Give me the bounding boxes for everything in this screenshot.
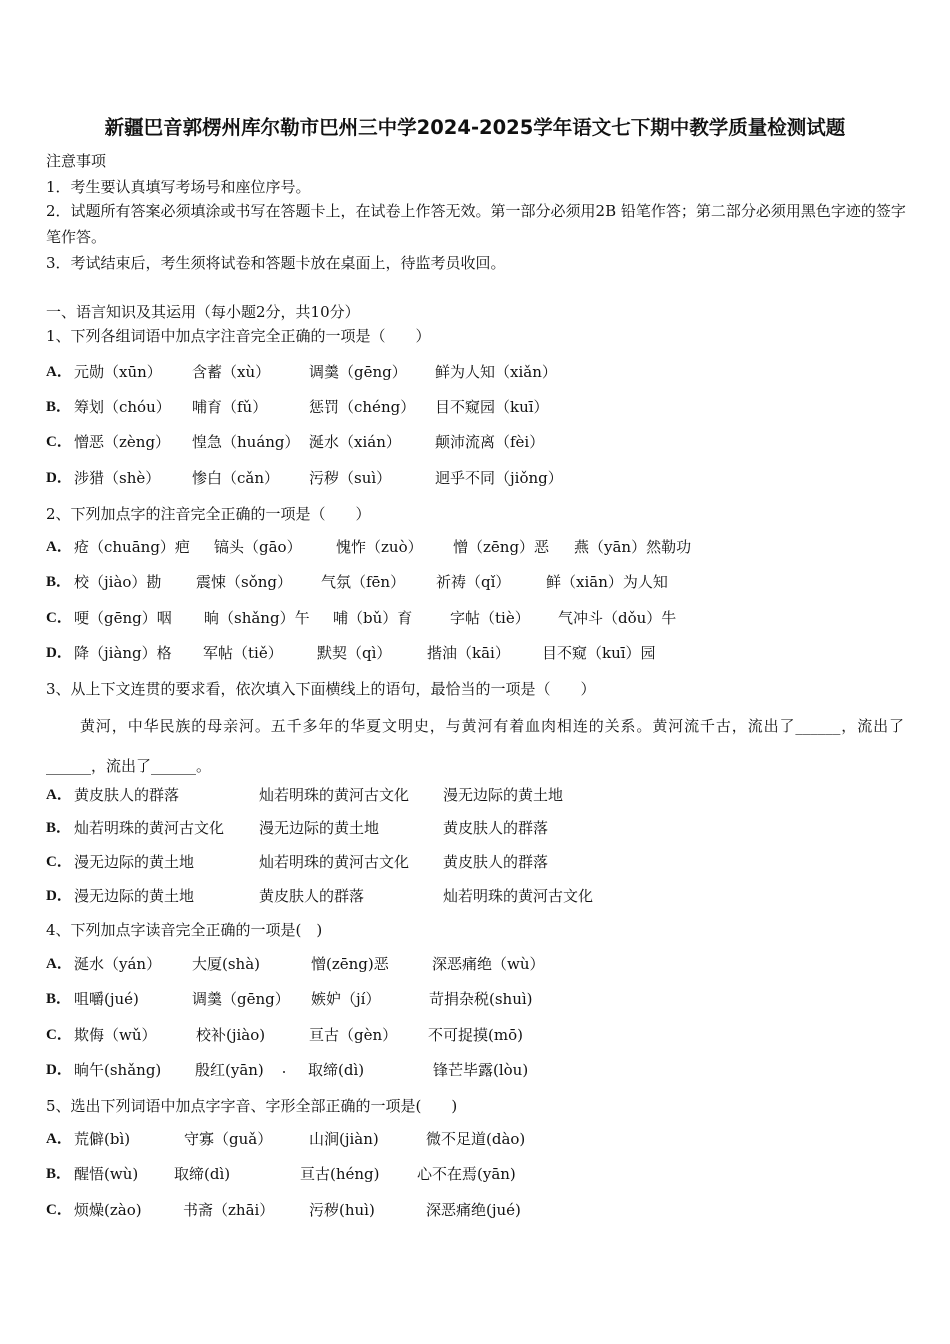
option-item: 漫无边际的黄土地	[74, 853, 195, 871]
option-item: 取缔(dì)	[174, 1165, 231, 1183]
option-letter: B．	[46, 991, 72, 1007]
option-item: 书斋（zhāi）	[183, 1201, 275, 1219]
option-item: 涎水（xián）	[309, 433, 401, 451]
option-letter: C．	[46, 1027, 72, 1043]
section-heading: 一、语言知识及其运用（每小题2分，共10分）	[46, 303, 360, 321]
option-item: 涉猎（shè）	[74, 469, 161, 487]
option-item: 深恶痛绝(jué)	[426, 1201, 521, 1219]
option-item: 惩罚（chéng）	[309, 398, 416, 416]
option-item: 晌午(shǎng)	[74, 1061, 162, 1079]
option-item: 烦燥(zào)	[74, 1201, 142, 1219]
option-item: 疮（chuāng）疤	[74, 538, 190, 556]
option-item: 哽（gēng）咽	[74, 609, 172, 627]
option-item: 鲜为人知（xiǎn）	[435, 363, 557, 381]
option-item: 黄皮肤人的群落	[443, 819, 549, 837]
option-item: 调羹（gēng）	[192, 990, 290, 1008]
option-letter: A．	[46, 787, 72, 803]
option-item: 鲜（xiān）为人知	[546, 573, 668, 591]
option-item: 黄皮肤人的群落	[259, 887, 365, 905]
question-stem: 3、从上下文连贯的要求看，依次填入下面横线上的语句，最恰当的一项是（ ）	[46, 680, 596, 698]
option-item: 默契（qì）	[317, 644, 392, 662]
option-item: 锋芒毕露(lòu)	[433, 1061, 529, 1079]
option-item: 大厦(shà)	[192, 955, 261, 973]
question-stem: 4、下列加点字读音完全正确的一项是( )	[46, 921, 323, 939]
option-letter: C．	[46, 434, 72, 450]
option-letter: B．	[46, 1166, 72, 1182]
option-item: 揩油（kāi）	[427, 644, 510, 662]
option-item: 震悚（sǒng）	[196, 573, 292, 591]
option-letter: D．	[46, 888, 72, 904]
option-item: 不可捉摸(mō)	[428, 1026, 523, 1044]
option-item: 气氛（fēn）	[321, 573, 406, 591]
option-item: 惶急（huáng）	[192, 433, 300, 451]
option-item: 哺（bǔ）育	[333, 609, 413, 627]
option-item: 黄皮肤人的群落	[443, 853, 549, 871]
option-item: 心不在焉(yān)	[417, 1165, 516, 1183]
option-item: 调羹（gēng）	[309, 363, 407, 381]
option-item: 哺育（fǔ）	[192, 398, 268, 416]
option-item: 咀嚼(jué)	[74, 990, 139, 1008]
option-item: 愧怍（zuò）	[336, 538, 423, 556]
option-letter: A．	[46, 539, 72, 555]
option-item: 镐头（gāo）	[214, 538, 302, 556]
notice-item: 1．考生要认真填写考场号和座位序号。	[46, 178, 311, 196]
option-item: 迥乎不同（jiǒng）	[435, 469, 563, 487]
option-letter: B．	[46, 574, 72, 590]
option-item: 深恶痛绝（wù）	[432, 955, 545, 973]
option-letter: C．	[46, 610, 72, 626]
option-item: 祈祷（qǐ）	[436, 573, 511, 591]
option-item: 气冲斗（dǒu）牛	[558, 609, 677, 627]
option-item: 欺侮（wǔ）	[74, 1026, 157, 1044]
option-item: 元勋（xūn）	[74, 363, 162, 381]
stray-dot	[283, 1071, 285, 1073]
option-item: 漫无边际的黄土地	[74, 887, 195, 905]
option-item: 憎(zēng)恶	[311, 955, 389, 973]
option-item: 漫无边际的黄土地	[443, 786, 564, 804]
question-stem: 5、选出下列词语中加点字字音、字形全部正确的一项是( )	[46, 1097, 458, 1115]
option-item: 晌（shǎng）午	[204, 609, 310, 627]
option-item: 山涧(jiàn)	[309, 1130, 379, 1148]
option-item: 涎水（yán）	[74, 955, 162, 973]
page-title: 新疆巴音郭楞州库尔勒市巴州三中学2024-2025学年语文七下期中教学质量检测试题	[104, 116, 846, 139]
option-item: 亘古（gèn）	[309, 1026, 398, 1044]
option-item: 亘古(héng)	[300, 1165, 380, 1183]
option-item: 殷红(yān)	[195, 1061, 264, 1079]
option-item: 筹划（chóu）	[74, 398, 171, 416]
option-item: 校（jiào）勘	[74, 573, 162, 591]
option-item: 灿若明珠的黄河古文化	[74, 819, 225, 837]
question-stem: 2、下列加点字的注音完全正确的一项是（ ）	[46, 505, 371, 523]
option-item: 灿若明珠的黄河古文化	[443, 887, 594, 905]
option-item: 漫无边际的黄土地	[259, 819, 380, 837]
option-letter: D．	[46, 1062, 72, 1078]
notice-item: 3．考试结束后，考生须将试卷和答题卡放在桌面上，待监考员收回。	[46, 254, 506, 272]
option-item: 憎（zēng）恶	[453, 538, 550, 556]
option-item: 苛捐杂税(shuì)	[429, 990, 533, 1008]
option-item: 黄皮肤人的群落	[74, 786, 180, 804]
option-item: 污秽(huì)	[309, 1201, 375, 1219]
option-item: 取缔(dì)	[308, 1061, 365, 1079]
option-letter: A．	[46, 1131, 72, 1147]
option-item: 燕（yān）然勒功	[574, 538, 692, 556]
option-letter: D．	[46, 645, 72, 661]
option-item: 字帖（tiè）	[450, 609, 530, 627]
option-item: 守寡（guǎ）	[184, 1130, 273, 1148]
option-letter: A．	[46, 364, 72, 380]
option-letter: A．	[46, 956, 72, 972]
option-letter: C．	[46, 1202, 72, 1218]
option-item: 污秽（suì）	[309, 469, 392, 487]
option-item: 醒悟(wù)	[74, 1165, 139, 1183]
option-item: 灿若明珠的黄河古文化	[259, 853, 410, 871]
option-letter: C．	[46, 854, 72, 870]
option-item: 惨白（cǎn）	[192, 469, 280, 487]
notice-heading: 注意事项	[46, 152, 107, 170]
option-item: 含蓄（xù）	[192, 363, 271, 381]
option-letter: B．	[46, 820, 72, 836]
option-item: 目不窥（kuī）园	[542, 644, 656, 662]
question-passage: 黄河，中华民族的母亲河。五千多年的华夏文明史，与黄河有着血肉相连的关系。黄河流千古，流出了______，流出了______，流出了______。	[46, 717, 904, 775]
option-item: 嫉妒（jí）	[311, 990, 381, 1008]
option-item: 目不窥园（kuī）	[435, 398, 549, 416]
option-item: 军帖（tiě）	[203, 644, 283, 662]
option-item: 憎恶（zèng）	[74, 433, 171, 451]
option-letter: D．	[46, 470, 72, 486]
option-item: 校补(jiào)	[196, 1026, 266, 1044]
option-letter: B．	[46, 399, 72, 415]
option-item: 降（jiàng）格	[74, 644, 172, 662]
option-item: 微不足道(dào)	[426, 1130, 526, 1148]
option-item: 颠沛流离（fèi）	[435, 433, 545, 451]
option-item: 灿若明珠的黄河古文化	[259, 786, 410, 804]
option-item: 荒僻(bì)	[74, 1130, 131, 1148]
notice-item: 2．试题所有答案必须填涂或书写在答题卡上，在试卷上作答无效。第一部分必须用2B 铅笔作答；第二部分必须用黑色字迹的签字笔作答。	[46, 202, 906, 246]
question-stem: 1、下列各组词语中加点字注音完全正确的一项是（ ）	[46, 327, 431, 345]
